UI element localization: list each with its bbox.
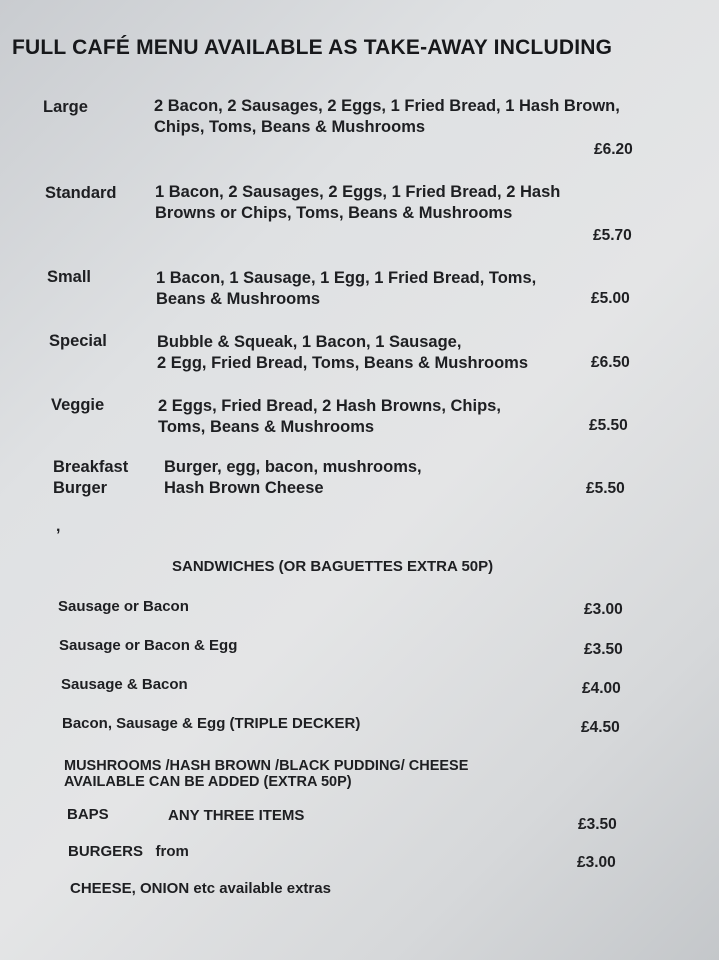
name-line: Breakfast [53, 458, 129, 476]
stray-mark: , [56, 518, 61, 535]
sandwich-price: £4.50 [581, 719, 620, 736]
breakfast-desc-veggie [158, 396, 501, 438]
extras-footer: CHEESE, ONION etc available extras [70, 880, 331, 897]
baps-price: £3.50 [578, 816, 617, 833]
desc-line: Burger, egg, bacon, mushrooms, [164, 458, 422, 476]
burgers-price: £3.00 [577, 854, 616, 871]
sandwich-price: £4.00 [582, 680, 621, 697]
breakfast-price-special: £6.50 [591, 354, 630, 371]
breakfast-desc-small [156, 268, 536, 310]
desc-line: 1 Bacon, 2 Sausages, 2 Eggs, 1 Fried Bread, 2 Hash [155, 183, 561, 201]
desc-line: Chips, Toms, Beans & Mushrooms [154, 118, 426, 136]
sandwich-name: Sausage or Bacon [58, 598, 189, 615]
sandwich-price: £3.50 [584, 641, 623, 658]
breakfast-price-standard: £5.70 [593, 227, 632, 244]
breakfast-name-large: Large [43, 98, 88, 116]
breakfast-price-burger: £5.50 [586, 480, 625, 497]
burgers-label: BURGERS from [68, 843, 189, 860]
breakfast-name-small: Small [47, 268, 92, 286]
breakfast-name-standard: Standard [45, 184, 117, 202]
desc-line: Bubble & Squeak, 1 Bacon, 1 Sausage, [157, 333, 462, 351]
desc-line: Browns or Chips, Toms, Beans & Mushrooms [155, 204, 513, 222]
breakfast-price-large: £6.20 [594, 141, 633, 158]
breakfast-price-small: £5.00 [591, 290, 630, 307]
sandwich-name: Bacon, Sausage & Egg (TRIPLE DECKER) [62, 715, 361, 732]
note-line: MUSHROOMS /HASH BROWN /BLACK PUDDING/ CHEESE [64, 758, 469, 774]
breakfast-name-veggie: Veggie [51, 396, 105, 414]
breakfast-desc-burger [164, 457, 422, 499]
desc-line: 2 Bacon, 2 Sausages, 2 Eggs, 1 Fried Bread, 1 Hash Brown, [154, 97, 620, 115]
name-line: Burger [53, 479, 108, 497]
breakfast-desc-standard [155, 182, 560, 224]
desc-line: 1 Bacon, 1 Sausage, 1 Egg, 1 Fried Bread, Toms, [156, 269, 537, 287]
note-line: AVAILABLE CAN BE ADDED (EXTRA 50P) [64, 774, 352, 790]
sandwich-price: £3.00 [584, 601, 623, 618]
desc-line: Hash Brown Cheese [164, 479, 324, 497]
extras-note [64, 758, 468, 790]
sandwich-name: Sausage & Bacon [61, 676, 188, 693]
desc-line: Toms, Beans & Mushrooms [158, 418, 375, 436]
baps-label: BAPS [67, 806, 109, 823]
breakfast-price-veggie: £5.50 [589, 417, 628, 434]
breakfast-desc-special [157, 332, 528, 374]
breakfast-name-burger [53, 457, 128, 499]
desc-line: 2 Eggs, Fried Bread, 2 Hash Browns, Chips, [158, 397, 501, 415]
desc-line: 2 Egg, Fried Bread, Toms, Beans & Mushrooms [157, 354, 529, 372]
sandwiches-heading: SANDWICHES (OR BAGUETTES EXTRA 50P) [172, 558, 494, 575]
desc-line: Beans & Mushrooms [156, 290, 321, 308]
sandwich-name: Sausage or Bacon & Egg [59, 637, 238, 654]
breakfast-desc-large [154, 96, 620, 138]
baps-desc: ANY THREE ITEMS [168, 807, 305, 824]
menu-title: FULL CAFÉ MENU AVAILABLE AS TAKE-AWAY INCLUDING [12, 36, 613, 59]
breakfast-name-special: Special [49, 332, 107, 350]
